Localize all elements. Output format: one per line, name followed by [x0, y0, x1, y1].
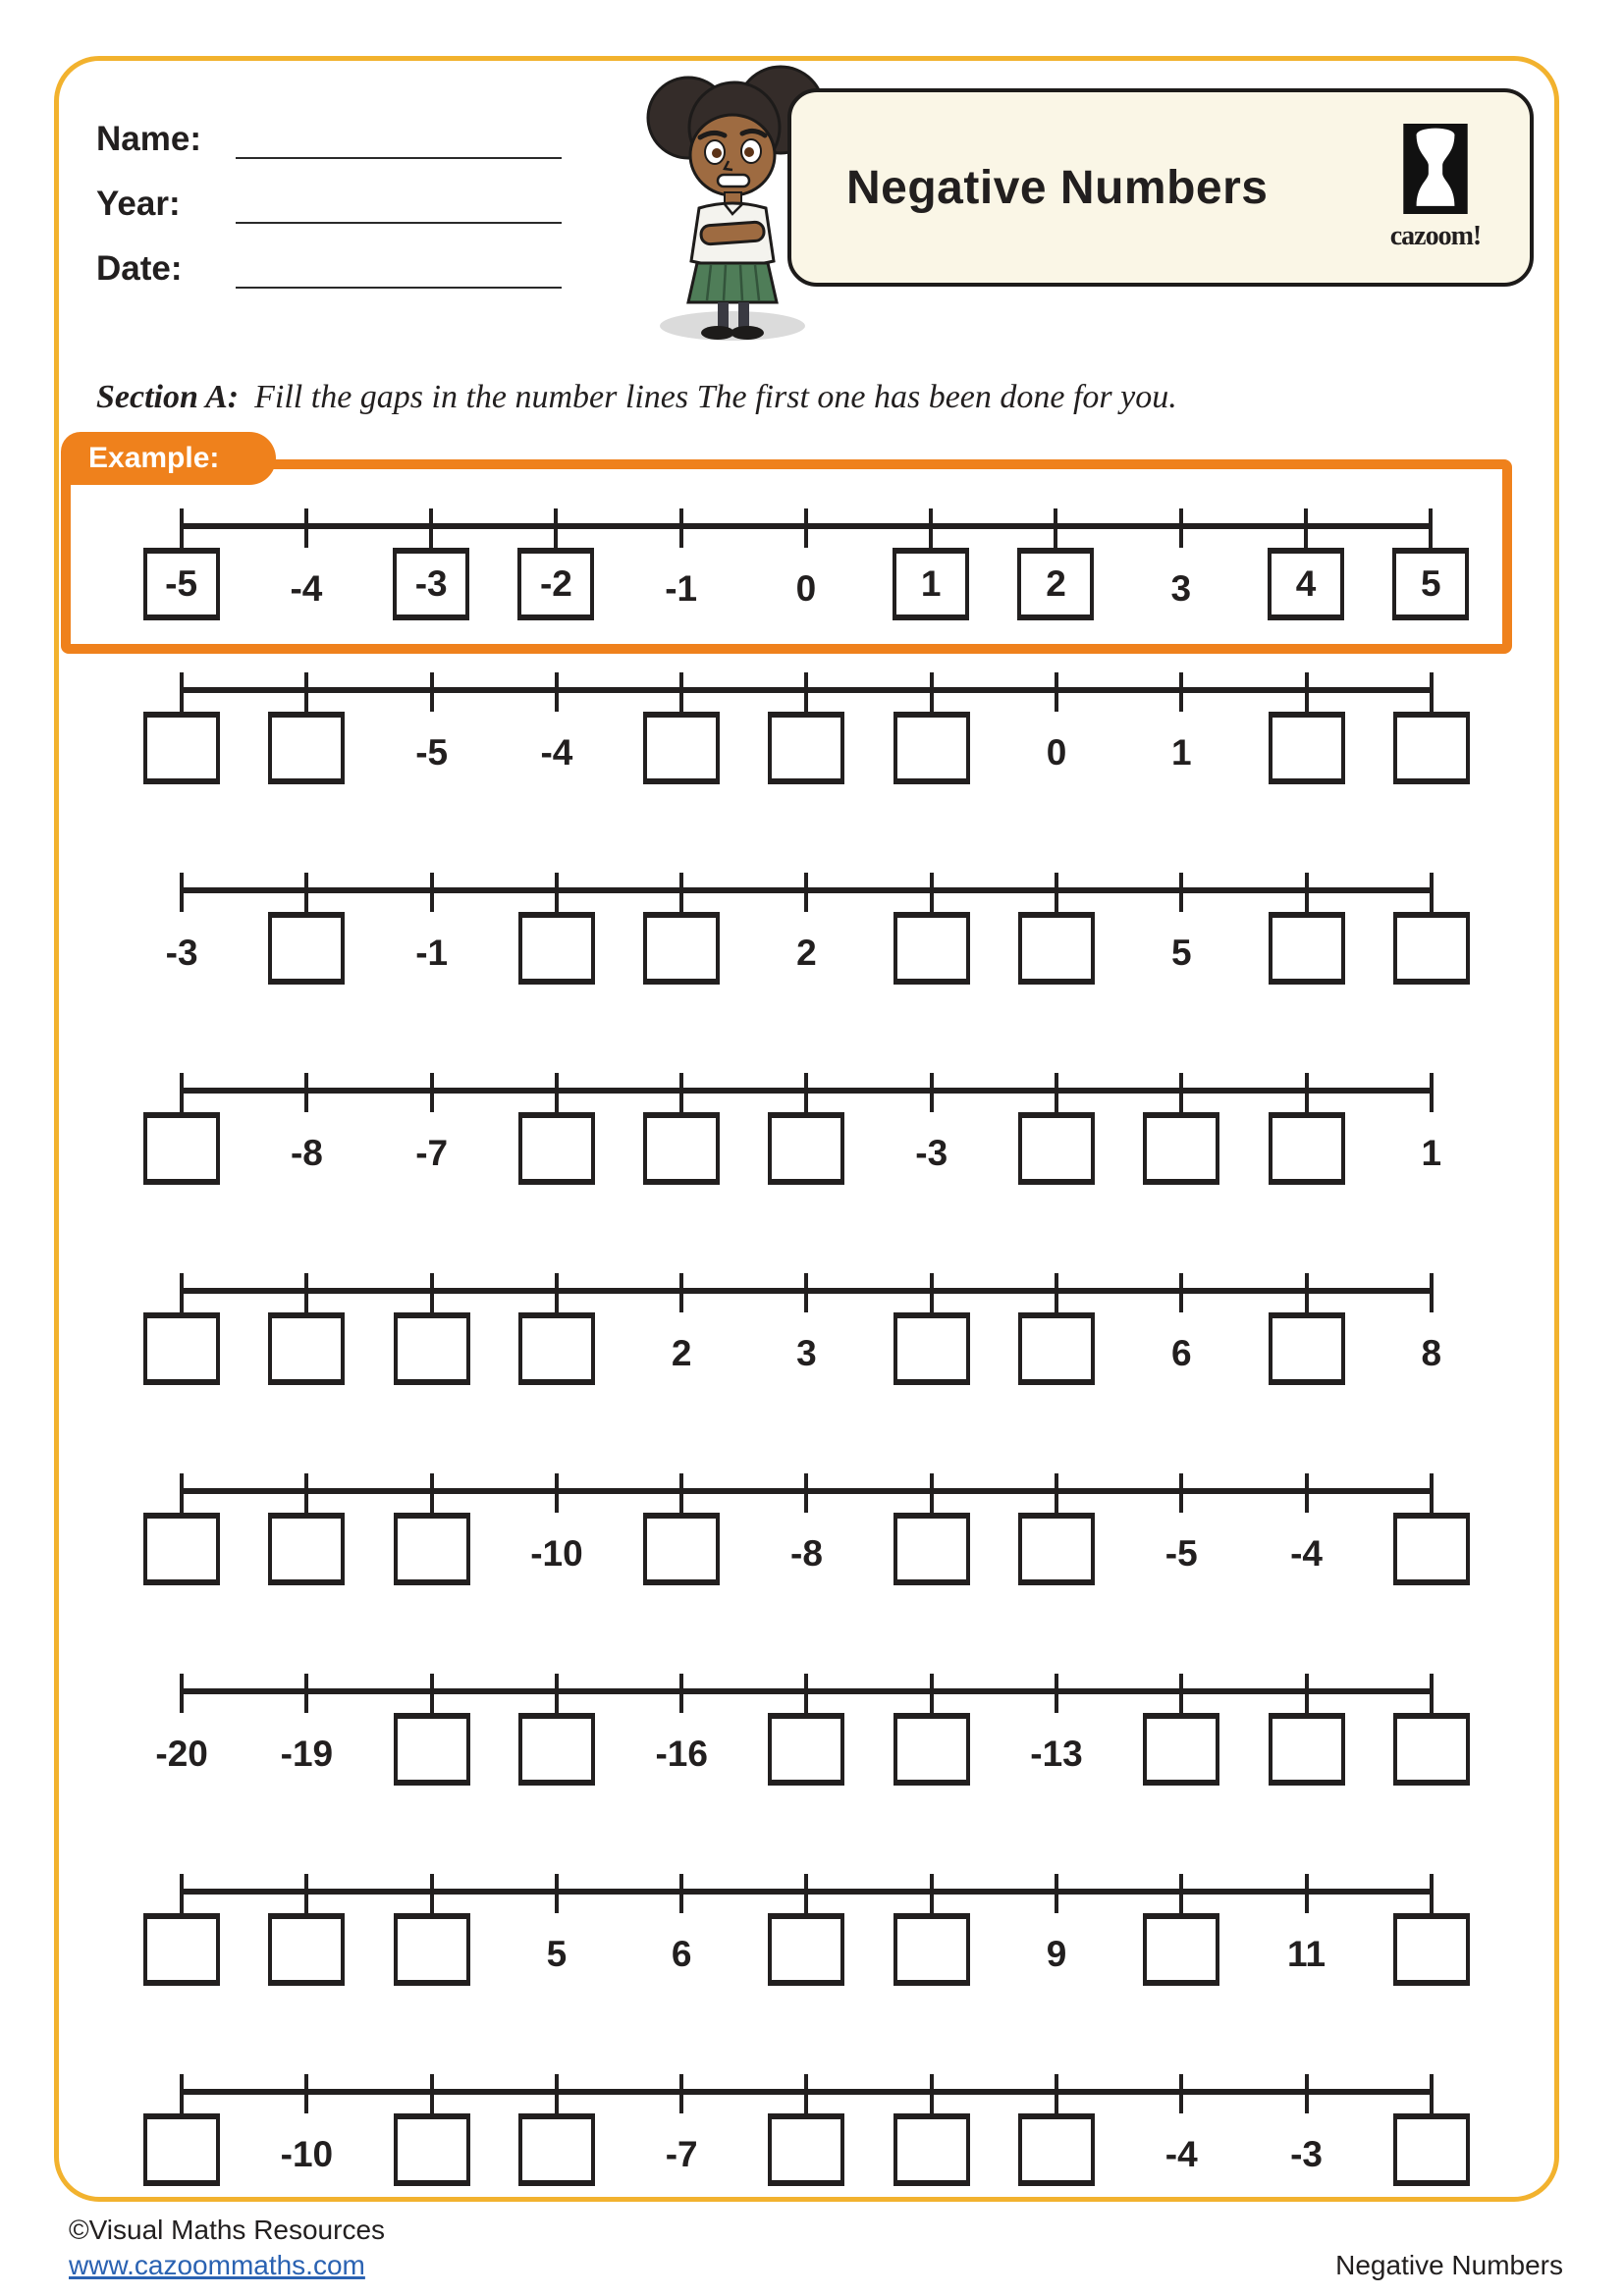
empty-answer-box[interactable]: [1018, 1513, 1095, 1585]
number-line: [120, 1674, 1494, 1795]
cell-slot: [744, 1312, 869, 1395]
cell-slot: [1119, 912, 1244, 994]
date-field-row: [96, 224, 562, 289]
cell-slot: [244, 1913, 369, 1996]
empty-answer-box[interactable]: [1393, 712, 1470, 784]
given-number: -1: [665, 568, 698, 609]
cell-slot: [244, 1112, 369, 1195]
cell-slot: [994, 548, 1118, 630]
cell-slot: [1244, 1913, 1369, 1996]
cell-slot: [744, 2113, 869, 2196]
number-line: [120, 2074, 1494, 2196]
cell-slot: [369, 712, 494, 794]
empty-answer-box[interactable]: [893, 912, 970, 985]
empty-answer-box[interactable]: [893, 712, 970, 784]
empty-answer-box[interactable]: [143, 1513, 220, 1585]
given-number: 11: [1286, 1934, 1326, 1974]
cell-slot: [369, 1312, 494, 1395]
cell-slot: [244, 1713, 369, 1795]
drum-icon: [1403, 124, 1468, 214]
number-line-rail: [182, 2089, 1433, 2095]
number-line: [120, 1073, 1494, 1195]
given-number: -5: [1164, 1533, 1198, 1574]
cell-slot: [244, 712, 369, 794]
cell-slot: [1369, 1713, 1493, 1795]
given-number: 3: [796, 1333, 817, 1373]
given-number: 2: [796, 933, 817, 973]
cell-slot: [994, 1913, 1118, 1996]
cell-slot: [494, 2113, 619, 2196]
empty-answer-box[interactable]: [893, 1513, 970, 1585]
cell-slot: [1244, 1112, 1369, 1195]
cell-slot: [1119, 2113, 1244, 2196]
given-number: 5: [1170, 933, 1192, 973]
cell-slot: [120, 1913, 244, 1996]
number-line-rail: [182, 1688, 1433, 1694]
cell-slot: [869, 1913, 994, 1996]
empty-answer-box[interactable]: [643, 912, 720, 985]
section-a-label: Section A:: [96, 379, 240, 415]
cell-slot: [1119, 1713, 1244, 1795]
empty-answer-box[interactable]: [1269, 1312, 1345, 1385]
given-number: 1: [1170, 732, 1192, 773]
cell-slot: [1369, 1312, 1493, 1395]
cell-slot: [494, 548, 619, 630]
empty-answer-box[interactable]: [768, 1913, 844, 1986]
website-link[interactable]: www.cazoommaths.com: [69, 2250, 365, 2280]
number-line: [120, 1273, 1494, 1395]
empty-answer-box[interactable]: [268, 1312, 345, 1385]
given-number: 1: [1421, 1133, 1442, 1173]
given-number: -1: [415, 933, 449, 973]
date-label: Date:: [96, 249, 183, 288]
given-number: -4: [1164, 2134, 1198, 2174]
empty-answer-box[interactable]: [1393, 1513, 1470, 1585]
cell-slot: [1369, 712, 1493, 794]
empty-answer-box[interactable]: [268, 912, 345, 985]
copyright-text: ©Visual Maths Resources: [69, 2215, 386, 2245]
cell-slot: [494, 1513, 619, 1595]
cell-slot: [1244, 1312, 1369, 1395]
section-a-heading: [96, 379, 1177, 416]
given-number: 6: [1170, 1333, 1192, 1373]
empty-answer-box[interactable]: [268, 712, 345, 784]
cell-slot: [869, 2113, 994, 2196]
cell-slot: [369, 1713, 494, 1795]
cell-slot: [494, 1112, 619, 1195]
empty-answer-box[interactable]: [643, 712, 720, 784]
given-number: -4: [540, 732, 573, 773]
cell-slot: [744, 1112, 869, 1195]
number-line-rail: [182, 1288, 1433, 1294]
cell-slot: [1119, 712, 1244, 794]
cell-slot: [744, 712, 869, 794]
given-number: -16: [655, 1734, 708, 1774]
empty-answer-box[interactable]: [1269, 712, 1345, 784]
number-line: [120, 1473, 1494, 1595]
cell-slot: [244, 2113, 369, 2196]
cell-slot: [120, 1513, 244, 1595]
given-number: -13: [1030, 1734, 1083, 1774]
empty-answer-box[interactable]: [518, 1713, 595, 1786]
cell-slot: [620, 912, 744, 994]
empty-answer-box[interactable]: [143, 2113, 220, 2186]
empty-answer-box[interactable]: [643, 1513, 720, 1585]
empty-answer-box[interactable]: [143, 1913, 220, 1986]
cell-slot: [1243, 548, 1368, 630]
given-number: -3: [165, 933, 198, 973]
cell-slot: [244, 548, 368, 630]
given-number: 0: [1046, 732, 1067, 773]
number-line-rail: [182, 887, 1433, 893]
number-line: [120, 672, 1494, 794]
cell-slot: [620, 2113, 744, 2196]
cell-slot: [1118, 548, 1243, 630]
given-number: -5: [415, 732, 449, 773]
given-number: 0: [795, 568, 817, 609]
footer-left: [69, 2215, 385, 2281]
cazoom-logo: [1367, 124, 1504, 252]
cell-slot: [620, 1312, 744, 1395]
filled-answer-box: -3: [393, 548, 469, 620]
section-a-instruction: Fill the gaps in the number lines The first one has been done for you.: [254, 379, 1177, 415]
filled-answer-box: 4: [1268, 548, 1344, 620]
cell-slot: [1244, 1713, 1369, 1795]
cell-slot: [869, 1112, 994, 1195]
given-number: -3: [1290, 2134, 1323, 2174]
empty-answer-box[interactable]: [1393, 2113, 1470, 2186]
empty-answer-box[interactable]: [768, 2113, 844, 2186]
cell-slot: [1244, 712, 1369, 794]
cell-slot: [1244, 1513, 1369, 1595]
given-number: -7: [665, 2134, 698, 2174]
example-tab: Example:: [61, 432, 276, 485]
given-number: -4: [290, 568, 323, 609]
filled-answer-box: -2: [517, 548, 594, 620]
given-number: -20: [155, 1734, 208, 1774]
empty-answer-box[interactable]: [1393, 912, 1470, 985]
number-line-rail: [182, 687, 1433, 693]
given-number: -8: [290, 1133, 323, 1173]
cell-slot: [494, 912, 619, 994]
cell-slot: [494, 712, 619, 794]
empty-answer-box[interactable]: [893, 1713, 970, 1786]
cell-slot: [994, 712, 1118, 794]
footer-page-label: Negative Numbers: [1335, 2250, 1563, 2280]
cell-slot: [994, 1112, 1118, 1195]
empty-answer-box[interactable]: [518, 912, 595, 985]
cell-slot: [1369, 1913, 1493, 1996]
cell-slot: [869, 1713, 994, 1795]
cell-slot: [1244, 2113, 1369, 2196]
empty-answer-box[interactable]: [143, 1312, 220, 1385]
empty-answer-box[interactable]: [394, 1713, 470, 1786]
filled-answer-box: -5: [143, 548, 220, 620]
cell-slot: [1369, 548, 1493, 630]
cell-slot: [620, 1713, 744, 1795]
page-frame: [54, 56, 1559, 2202]
empty-answer-box[interactable]: [1269, 912, 1345, 985]
cell-slot: [619, 548, 743, 630]
empty-answer-box[interactable]: [893, 1312, 970, 1385]
cell-slot: [869, 1312, 994, 1395]
empty-answer-box[interactable]: [1269, 1713, 1345, 1786]
example-box: [61, 459, 1512, 654]
cell-slot: [369, 1112, 494, 1195]
number-line: [120, 1874, 1494, 1996]
empty-answer-box[interactable]: [768, 712, 844, 784]
empty-answer-box[interactable]: [768, 1112, 844, 1185]
year-field-row: [96, 159, 562, 224]
cell-slot: [119, 548, 244, 630]
empty-answer-box[interactable]: [643, 1112, 720, 1185]
cell-slot: [869, 548, 994, 630]
cell-slot: [1369, 1513, 1493, 1595]
given-number: 8: [1421, 1333, 1442, 1373]
cell-slot: [1369, 2113, 1493, 2196]
student-id-fields: [96, 94, 562, 289]
empty-answer-box[interactable]: [268, 1513, 345, 1585]
empty-answer-box[interactable]: [1393, 1713, 1470, 1786]
year-label: Year:: [96, 185, 181, 223]
cell-slot: [1369, 912, 1493, 994]
cell-slot: [120, 1112, 244, 1195]
given-number: -7: [415, 1133, 449, 1173]
cell-slot: [744, 1513, 869, 1595]
cell-slot: [869, 712, 994, 794]
cell-slot: [994, 1513, 1118, 1595]
empty-answer-box[interactable]: [394, 1913, 470, 1986]
number-line-rail: [182, 1088, 1433, 1094]
cell-slot: [244, 1513, 369, 1595]
cell-slot: [994, 2113, 1118, 2196]
cell-slot: [494, 1713, 619, 1795]
empty-answer-box[interactable]: [394, 1312, 470, 1385]
empty-answer-box[interactable]: [394, 2113, 470, 2186]
cell-slot: [869, 912, 994, 994]
number-lines-area: [59, 672, 1554, 2274]
filled-answer-box: 2: [1017, 548, 1094, 620]
cell-slot: [369, 2113, 494, 2196]
cell-slot: [1369, 1112, 1493, 1195]
name-write-line[interactable]: [236, 114, 562, 159]
given-number: 3: [1170, 568, 1192, 609]
cell-slot: [1119, 1513, 1244, 1595]
filled-answer-box: 5: [1392, 548, 1469, 620]
cell-slot: [494, 1913, 619, 1996]
cell-slot: [744, 1913, 869, 1996]
given-number: 6: [671, 1934, 692, 1974]
empty-answer-box[interactable]: [143, 712, 220, 784]
example-section: [61, 442, 1512, 654]
given-number: 2: [671, 1333, 692, 1373]
empty-answer-box[interactable]: [1143, 1913, 1219, 1986]
empty-answer-box[interactable]: [518, 1112, 595, 1185]
cell-slot: [744, 1713, 869, 1795]
empty-answer-box[interactable]: [518, 2113, 595, 2186]
given-number: 9: [1046, 1934, 1067, 1974]
empty-answer-box[interactable]: [1018, 1312, 1095, 1385]
empty-answer-box[interactable]: [1018, 2113, 1095, 2186]
cell-slot: [120, 1312, 244, 1395]
cell-slot: [244, 1312, 369, 1395]
given-number: -10: [530, 1533, 583, 1574]
cell-slot: [1119, 1913, 1244, 1996]
cell-slot: [744, 912, 869, 994]
empty-answer-box[interactable]: [893, 2113, 970, 2186]
cell-slot: [120, 912, 244, 994]
given-number: 5: [546, 1934, 568, 1974]
cell-slot: [494, 1312, 619, 1395]
cell-slot: [1119, 1112, 1244, 1195]
empty-answer-box[interactable]: [1393, 1913, 1470, 1986]
title-box: [787, 88, 1534, 287]
year-write-line[interactable]: [236, 179, 562, 224]
name-field-row: [96, 94, 562, 159]
cell-slot: [1119, 1312, 1244, 1395]
cell-slot: [369, 1913, 494, 1996]
cell-slot: [244, 912, 369, 994]
empty-answer-box[interactable]: [1018, 1112, 1095, 1185]
cell-slot: [869, 1513, 994, 1595]
empty-answer-box[interactable]: [268, 1913, 345, 1986]
cell-slot: [120, 2113, 244, 2196]
empty-answer-box[interactable]: [1143, 1713, 1219, 1786]
given-number: -19: [280, 1734, 334, 1774]
number-line-rail: [182, 1889, 1433, 1895]
empty-answer-box[interactable]: [768, 1713, 844, 1786]
page-title: Negative Numbers: [846, 161, 1269, 214]
cell-slot: [620, 1913, 744, 1996]
number-line-rail: [181, 523, 1432, 529]
empty-answer-box[interactable]: [518, 1312, 595, 1385]
cell-slot: [620, 712, 744, 794]
cell-slot: [1244, 912, 1369, 994]
cell-slot: [994, 912, 1118, 994]
empty-answer-box[interactable]: [1269, 1112, 1345, 1185]
cell-slot: [620, 1513, 744, 1595]
empty-answer-box[interactable]: [893, 1913, 970, 1986]
given-number: -8: [790, 1533, 823, 1574]
cell-slot: [369, 548, 494, 630]
cell-slot: [994, 1312, 1118, 1395]
empty-answer-box[interactable]: [394, 1513, 470, 1585]
cell-slot: [620, 1112, 744, 1195]
filled-answer-box: 1: [893, 548, 969, 620]
number-line: [119, 508, 1493, 630]
page-footer: [69, 2215, 1563, 2281]
empty-answer-box[interactable]: [143, 1112, 220, 1185]
empty-answer-box[interactable]: [1143, 1112, 1219, 1185]
logo-wordmark: cazoom!: [1389, 221, 1482, 251]
number-line: [120, 873, 1494, 994]
cell-slot: [994, 1713, 1118, 1795]
cell-slot: [120, 712, 244, 794]
cell-slot: [120, 1713, 244, 1795]
empty-answer-box[interactable]: [1018, 912, 1095, 985]
name-label: Name:: [96, 120, 201, 158]
date-write-line[interactable]: [236, 243, 562, 289]
given-number: -4: [1290, 1533, 1323, 1574]
cell-slot: [743, 548, 868, 630]
given-number: -3: [915, 1133, 948, 1173]
cell-slot: [369, 912, 494, 994]
number-line-rail: [182, 1488, 1433, 1494]
given-number: -10: [280, 2134, 334, 2174]
cell-slot: [369, 1513, 494, 1595]
